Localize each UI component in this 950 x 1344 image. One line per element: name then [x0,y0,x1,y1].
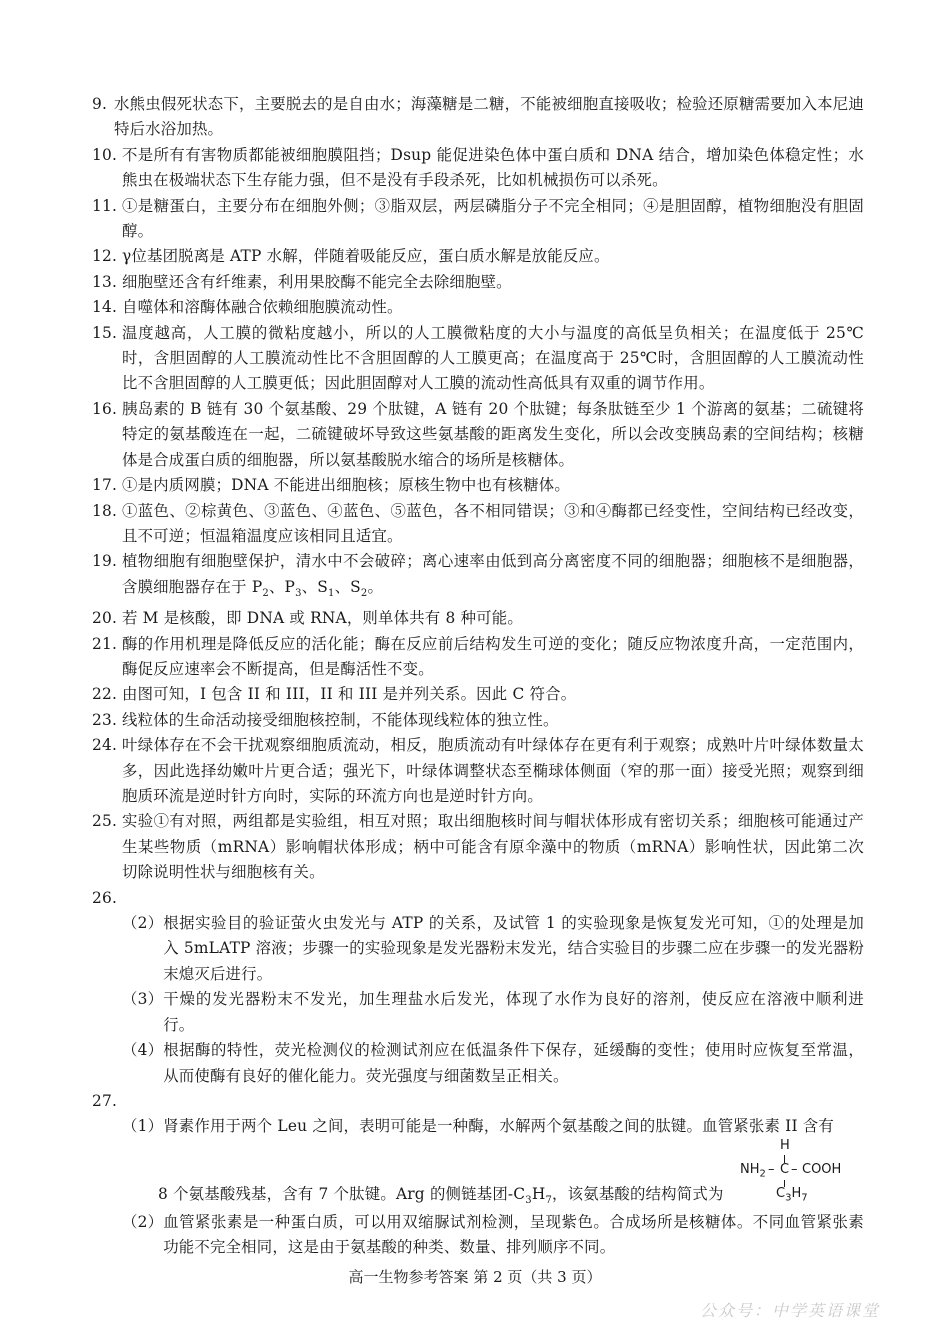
formula-nh2: $NH_2$ [740,1161,766,1180]
formula-h: H [780,1137,790,1153]
item-text: 植物细胞有细胞壁保护，清水中不会破碎；离心速率由低到高分离密度不同的细胞器；细胞核不是细胞器，含膜细胞器存在于 $P_2$、$P_3$、$S_1$、$S_2$。 [122,552,864,599]
item-text: 酶的作用机理是降低反应的活化能；酶在反应前后结构发生可逆的变化；随反应物浓度升高，一定范围内，酶促反应速率会不断提高，但是酶活性不变。 [122,634,864,679]
sub-label: （2） [122,914,164,933]
sub-label: （1） [122,1117,164,1136]
answer-item [92,809,864,885]
answer-item [92,708,864,733]
item-text: ①蓝色、②棕黄色、③蓝色、④蓝色、⑤蓝色，各不相同错误；③和④酶都已经变性，空间结构已经改变，且不可逆；恒温箱温度应该相同且适宜。 [122,501,864,545]
item-number: 23. [92,710,118,729]
answer-item [92,295,864,320]
formula-dash: – [791,1161,798,1177]
item-number: 22. [92,685,118,704]
item-number: 13. [92,272,118,291]
watermark: 公众号：中学英语课堂 [699,1301,880,1320]
item-text: 由图可知，I 包含 II 和 III，II 和 III 是并列关系。因此 C 符合。 [122,685,577,704]
sub-text: 血管紧张素是一种蛋白质，可以用双缩脲试剂检测，呈现紫色。合成场所是核糖体。不同血管紧张素功能不完全相同，这是由于氨基酸的种类、数量、排列顺序不同。 [163,1212,864,1257]
answer-item-26 [92,886,864,911]
item-number: 17. [92,476,118,495]
page-footer: 高一生物参考答案 第 2 页（共 3 页） [348,1268,602,1286]
item-text: ①是糖蛋白，主要分布在细胞外侧；③脂双层，两层磷脂分子不完全相同；④是胆固醇，植物细胞没有胆固醇。 [122,196,864,241]
formula-c: C [780,1161,790,1177]
sub-answer [92,911,864,987]
sub-answer [92,1114,864,1139]
formula-row [92,1137,864,1210]
item-text: 水熊虫假死状态下，主要脱去的是自由水；海藻糖是二糖，不能被细胞直接吸收；检验还原糖需要加入本尼迪特后水浴加热。 [114,95,864,139]
answer-item [92,321,864,397]
item-number: 14. [92,298,118,317]
item-text: 叶绿体存在不会干扰观察细胞质流动，相反，胞质流动有叶绿体存在更有利于观察；成熟叶片叶绿体数量太多，因此选择幼嫩叶片更合适；强光下，叶绿体调整状态至椭球体侧面（窄的那一面）接受光照；观察到细胞质环流是逆时针方向时，实际的环流方向也是逆时针方向。 [122,736,864,806]
sub-answer [92,1210,864,1261]
answer-item [92,606,864,631]
formula-cooh: COOH [802,1161,842,1177]
item-number: 16. [92,399,118,418]
item-number: 27. [92,1091,118,1110]
formula-dash: – [768,1161,775,1177]
answer-item [92,244,864,269]
item-text: 若 M 是核酸，即 DNA 或 RNA，则单体共有 8 种可能。 [122,609,523,628]
item-number: 25. [92,812,118,831]
item-number: 11. [92,196,118,215]
sub-label: （3） [122,990,164,1009]
item-text: 线粒体的生命活动接受细胞核控制，不能体现线粒体的独立性。 [122,710,559,729]
answer-item [92,92,864,143]
item-number: 20. [92,609,118,628]
item-text: γ位基团脱离是 ATP 水解，伴随着吸能反应，蛋白质水解是放能反应。 [122,247,610,266]
item-number: 10. [92,145,118,164]
item-number: 18. [92,501,118,520]
answer-item [92,733,864,809]
sub-label: （4） [122,1041,164,1060]
item-number: 21. [92,634,118,653]
answer-item [92,194,864,245]
item-text: ①是内质网膜；DNA 不能进出细胞核；原核生物中也有核糖体。 [122,476,570,495]
item-text: 不是所有有害物质都能被细胞膜阻挡；Dsup 能促进染色体中蛋白质和 DNA 结合，增加染色体稳定性；水熊虫在极端状态下生存能力强，但不是没有手段杀死，比如机械损伤可以杀死。 [122,145,864,190]
formula-c3h7: $C_3H_7$ [776,1185,808,1204]
answer-item [92,632,864,683]
item-number: 24. [92,736,118,755]
answer-item [92,270,864,295]
item-text: 实验①有对照，两组都是实验组，相互对照；取出细胞核时间与帽状体形成有密切关系；细胞核可能通过产生某些物质（mRNA）影响帽状体形成；柄中可能含有原伞藻中的物质（mRNA）影响性状，因此第二次切除说明性状与细胞核有关。 [122,812,864,882]
sub-text: 8 个氨基酸残基，含有 7 个肽键。Arg 的侧链基团$-C_3H_7$，该氨基酸的结构简式为 [158,1184,724,1206]
sub-text: 肾素作用于两个 Leu 之间，表明可能是一种酶，水解两个氨基酸之间的肽键。血管紧张素 II 含有 [163,1117,834,1136]
answer-item-27 [92,1089,864,1114]
item-number: 9. [92,95,108,113]
item-number: 19. [92,552,118,571]
item-text: 胰岛素的 B 链有 30 个氨基酸、29 个肽键，A 链有 20 个肽键；每条肽链至少 1 个游离的氨基；二硫键将特定的氨基酸连在一起，二硫键破坏导致这些氨基酸的距离发生变化，所以会改变胰岛素的空间结构；核糖体是合成蛋白质的细胞器，所以氨基酸脱水缩合的场所是核糖体。 [122,399,864,469]
sub-text: 根据酶的特性，荧光检测仪的检测试剂应在低温条件下保存，延缓酶的变性；使用时应恢复至常温，从而使酶有良好的催化能力。荧光强度与细菌数呈正相关。 [163,1041,864,1085]
item-number: 12. [92,247,118,266]
item-text: 自噬体和溶酶体融合依赖细胞膜流动性。 [122,298,403,317]
sub-answer [92,987,864,1038]
sub-text: 根据实验目的验证萤火虫发光与 ATP 的关系，及试管 1 的实验现象是恢复发光可知，①的处理是加入 5mLATP 溶液；步骤一的实验现象是发光器粉末发光，结合实验目的步骤二应在步骤一的发光器粉末熄灭后进行。 [163,914,864,983]
answer-item [92,473,864,498]
answer-item [92,499,864,550]
answer-item [92,682,864,707]
item-number: 26. [92,888,118,907]
sub-text: 干燥的发光器粉末不发光，加生理盐水后发光，体现了水作为良好的溶剂，使反应在溶液中顺利进行。 [163,990,864,1034]
sub-answer [92,1038,864,1089]
answer-item [92,143,864,194]
sub-label: （2） [122,1212,164,1231]
item-text: 细胞壁还含有纤维素，利用果胶酶不能完全去除细胞壁。 [122,272,512,291]
item-number: 15. [92,323,118,342]
answer-item [92,549,864,606]
sub-answer-continued [92,1182,894,1213]
answer-item [92,397,864,473]
item-text: 温度越高，人工膜的微粘度越小，所以的人工膜微粘度的大小与温度的高低呈负相关；在温度低于 25℃时，含胆固醇的人工膜流动性比不含胆固醇的人工膜更高；在温度高于 25℃时，含胆固醇的人工膜流动性比不含胆固醇的人工膜更低；因此胆固醇对人工膜的流动性高低具有双重的调节作用。 [122,323,864,393]
answer-list [92,92,864,1261]
